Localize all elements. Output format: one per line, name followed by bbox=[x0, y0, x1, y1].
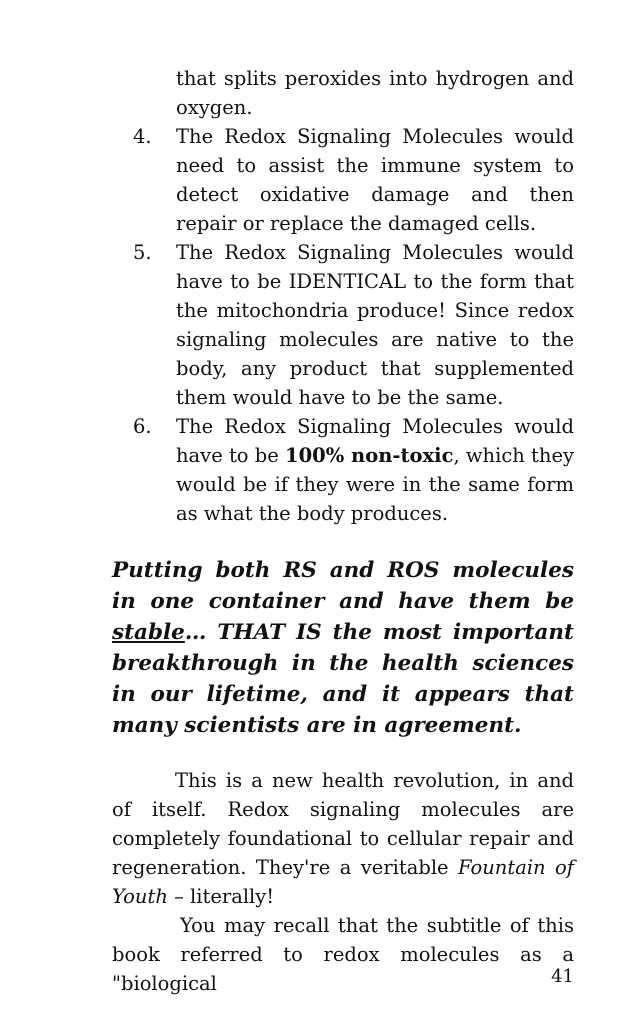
callout-underlined-word: stable bbox=[112, 620, 185, 645]
callout-statement bbox=[112, 555, 574, 741]
paragraph-1-text-after: – literally! bbox=[167, 885, 275, 908]
list-item-text: that splits peroxides into hydrogen and oxygen. bbox=[176, 67, 574, 119]
list-item-number: 4. bbox=[133, 125, 152, 148]
paragraph-2-text: You may recall that the subtitle of this book referred to redox molecules as a "biological bbox=[112, 914, 574, 995]
paragraph-2 bbox=[112, 911, 574, 998]
callout-text-after: … THAT IS the most important breakthrough in the health sciences in our lifetime, and it appears that many scientists are in agreement. bbox=[112, 620, 574, 738]
callout-text-before: Putting both RS and ROS molecules in one container and have them be bbox=[112, 558, 574, 614]
paragraph-1 bbox=[112, 766, 574, 911]
numbered-list bbox=[118, 64, 574, 528]
list-item-text-after: , which they would be if they were in the same form as what the body produces. bbox=[176, 444, 574, 525]
list-item-text: The Redox Signaling Molecules would need to assist the immune system to detect oxidative damage and then repair or replace the damaged cells. bbox=[176, 125, 574, 235]
paragraph-1-text-before: This is a new health revolution, in and of itself. Redox signaling molecules are completely foundational to cellular repair and regeneration. They're a veritable bbox=[112, 769, 574, 879]
list-item-4 bbox=[118, 122, 574, 238]
body-text bbox=[112, 766, 574, 998]
list-item-6 bbox=[118, 412, 574, 528]
list-item-continuation bbox=[118, 64, 574, 122]
paragraph-1-italic: Fountain of Youth bbox=[112, 856, 574, 908]
list-item-number: 5. bbox=[133, 241, 152, 264]
list-item-text-before: The Redox Signaling Molecules would have to be bbox=[176, 415, 574, 467]
list-item-number: 6. bbox=[133, 415, 152, 438]
page-number: 41 bbox=[551, 966, 574, 987]
list-item-emphasis: 100% non-toxic bbox=[285, 444, 454, 467]
list-item-text: The Redox Signaling Molecules would have to be IDENTICAL to the form that the mitochondria produce! Since redox signaling molecules are native to the body, any product that supplemented them would have to be the same. bbox=[176, 241, 574, 409]
list-item-5 bbox=[118, 238, 574, 412]
